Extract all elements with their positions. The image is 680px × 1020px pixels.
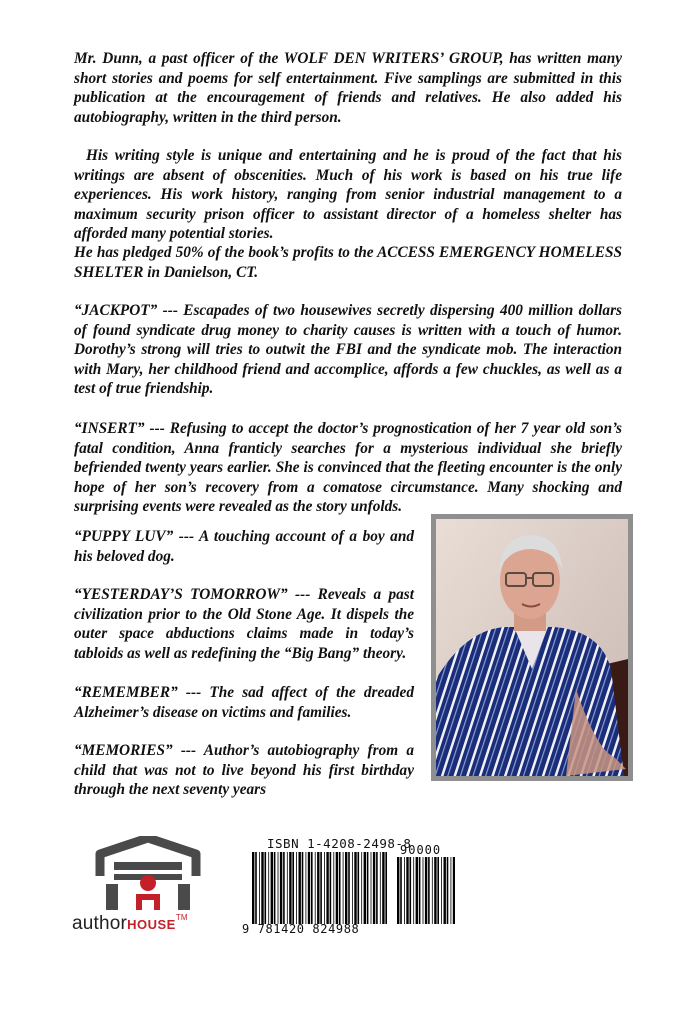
barcode-bar [358,852,360,924]
barcode-bar [425,857,427,924]
barcode-bar [406,857,408,924]
barcode-bar [361,852,362,924]
barcode-bar [274,852,276,924]
barcode-bar [434,857,436,924]
barcode-bar [306,852,307,924]
barcode-bar [333,852,334,924]
isbn-label: ISBN 1-4208-2498-8 [267,836,412,851]
barcode-bar [354,852,356,924]
barcode-bar [289,852,291,924]
barcode-bar [302,852,304,924]
barcode-bar [428,857,430,924]
barcode-bar [352,852,353,924]
barcode-bar [451,857,452,924]
bio-paragraph-2: His writing style is unique and entertaining and he is proud of the fact that his writings are absent of obscenities. Much of his work is based on his true life experiences. His work history, ranging from senior industrial management to a maximum security prison officer to assistant director of a homeless shelter has afforded many potential stories. [74,147,622,242]
story-jackpot: “JACKPOT” --- Escapades of two housewives secretly dispersing 400 million dollars of found syndicate drug money to charity causes is written with a touch of humor. Dorothy’s strong will tries to outwit the FBI and the syndicate mob. The interaction with Mary, her childhood friend and accomplice, affords a few chuckles, as well as a test of true friendship. [74,302,622,397]
barcode-bar [367,852,369,924]
barcode-bar [400,857,402,924]
barcode-bar [441,857,442,924]
barcode-bar [348,852,350,924]
story-yesterdays-tomorrow: “YESTERDAY’S TOMORROW” --- Reveals a past civilization prior to the Old Stone Age. It dispels the outer space abductions claims made in today’s tabloids as well as redefining the “Big Bang” theory. [74,586,414,662]
barcode-bar [404,857,405,924]
barcode-bar [380,852,381,924]
barcode-bar [410,857,412,924]
barcode-bar [447,857,449,924]
barcode-bar [382,852,384,924]
barcode-bar [296,852,297,924]
story-puppy-luv: “PUPPY LUV” --- A touching account of a boy and his beloved dog. [74,528,414,565]
barcode-bar [299,852,301,924]
barcode-bar [437,857,439,924]
barcode-bar [364,852,366,924]
barcode-bar [419,857,421,924]
barcode-bar [265,852,267,924]
barcode-bar [453,857,455,924]
barcode-bar [326,852,328,924]
barcode-bar [320,852,322,924]
barcode-bar [444,857,446,924]
barcode-bar [287,852,288,924]
story-memories: “MEMORIES” --- Author’s autobiography from a child that was not to live beyond his first birthday through the next seventy years [74,742,414,798]
barcode-bar [376,852,378,924]
barcode-bar [311,852,313,924]
bio-paragraph-1: Mr. Dunn, a past officer of the WOLF DEN WRITERS’ GROUP, has written many short stories and poems for self entertainment. Five samplings are submitted in this publication at the encouragement of friends and relatives. He also added his autobiography, written in the third person. [74,50,622,126]
barcode-bar [252,852,254,924]
barcode-bar [292,852,294,924]
price-addon-barcode [396,857,455,924]
barcode-bar [416,857,418,924]
author-photo [436,519,628,776]
barcode-bar [371,852,372,924]
barcode-bar [423,857,424,924]
barcode-bar [283,852,285,924]
barcode-bar [397,857,399,924]
barcode-bar [315,852,316,924]
barcode-bar [268,852,269,924]
barcode-bar [373,852,375,924]
barcode-addon-number: 90000 [400,843,442,857]
barcode-bar [345,852,347,924]
barcode-bar [261,852,263,924]
barcode-bar [336,852,338,924]
authorhouse-wordmark [72,913,188,935]
barcode-bar [271,852,273,924]
wordmark-tm: TM [175,913,188,922]
bio-paragraph-3: He has pledged 50% of the book’s profits to the ACCESS EMERGENCY HOMELESS SHELTER in Danielson, CT. [74,244,622,281]
wordmark-house: HOUSE [127,917,176,932]
barcode-bar [308,852,310,924]
barcode-bar [278,852,279,924]
barcode-bar [330,852,332,924]
barcode-bar [432,857,433,924]
barcode-bar [259,852,260,924]
barcode-bar [317,852,319,924]
story-insert: “INSERT” --- Refusing to accept the doctor’s prognostication of her 7 year old son’s fatal condition, Anna franticly searches for a mysterious individual she briefly befriended twenty years earlier. She is convinced that the fleeting encounter is the only hope of her son’s recovery from a comatose circumstance. Many shocking and surprising events were revealed as the story unfolds. [74,420,622,515]
barcode-bar [413,857,414,924]
story-remember: “REMEMBER” --- The sad affect of the dreaded Alzheimer’s disease on victims and families. [74,684,414,721]
barcode-bar [339,852,341,924]
barcode-bar [385,852,387,924]
barcode-bar [255,852,257,924]
barcode-bar [324,852,325,924]
author-photo-frame [431,514,633,781]
barcode-bar [343,852,344,924]
barcode-bar [280,852,282,924]
wordmark-author: author [72,913,128,934]
ean-number: 9 781420 824988 [242,922,360,936]
isbn-barcode [251,852,389,924]
